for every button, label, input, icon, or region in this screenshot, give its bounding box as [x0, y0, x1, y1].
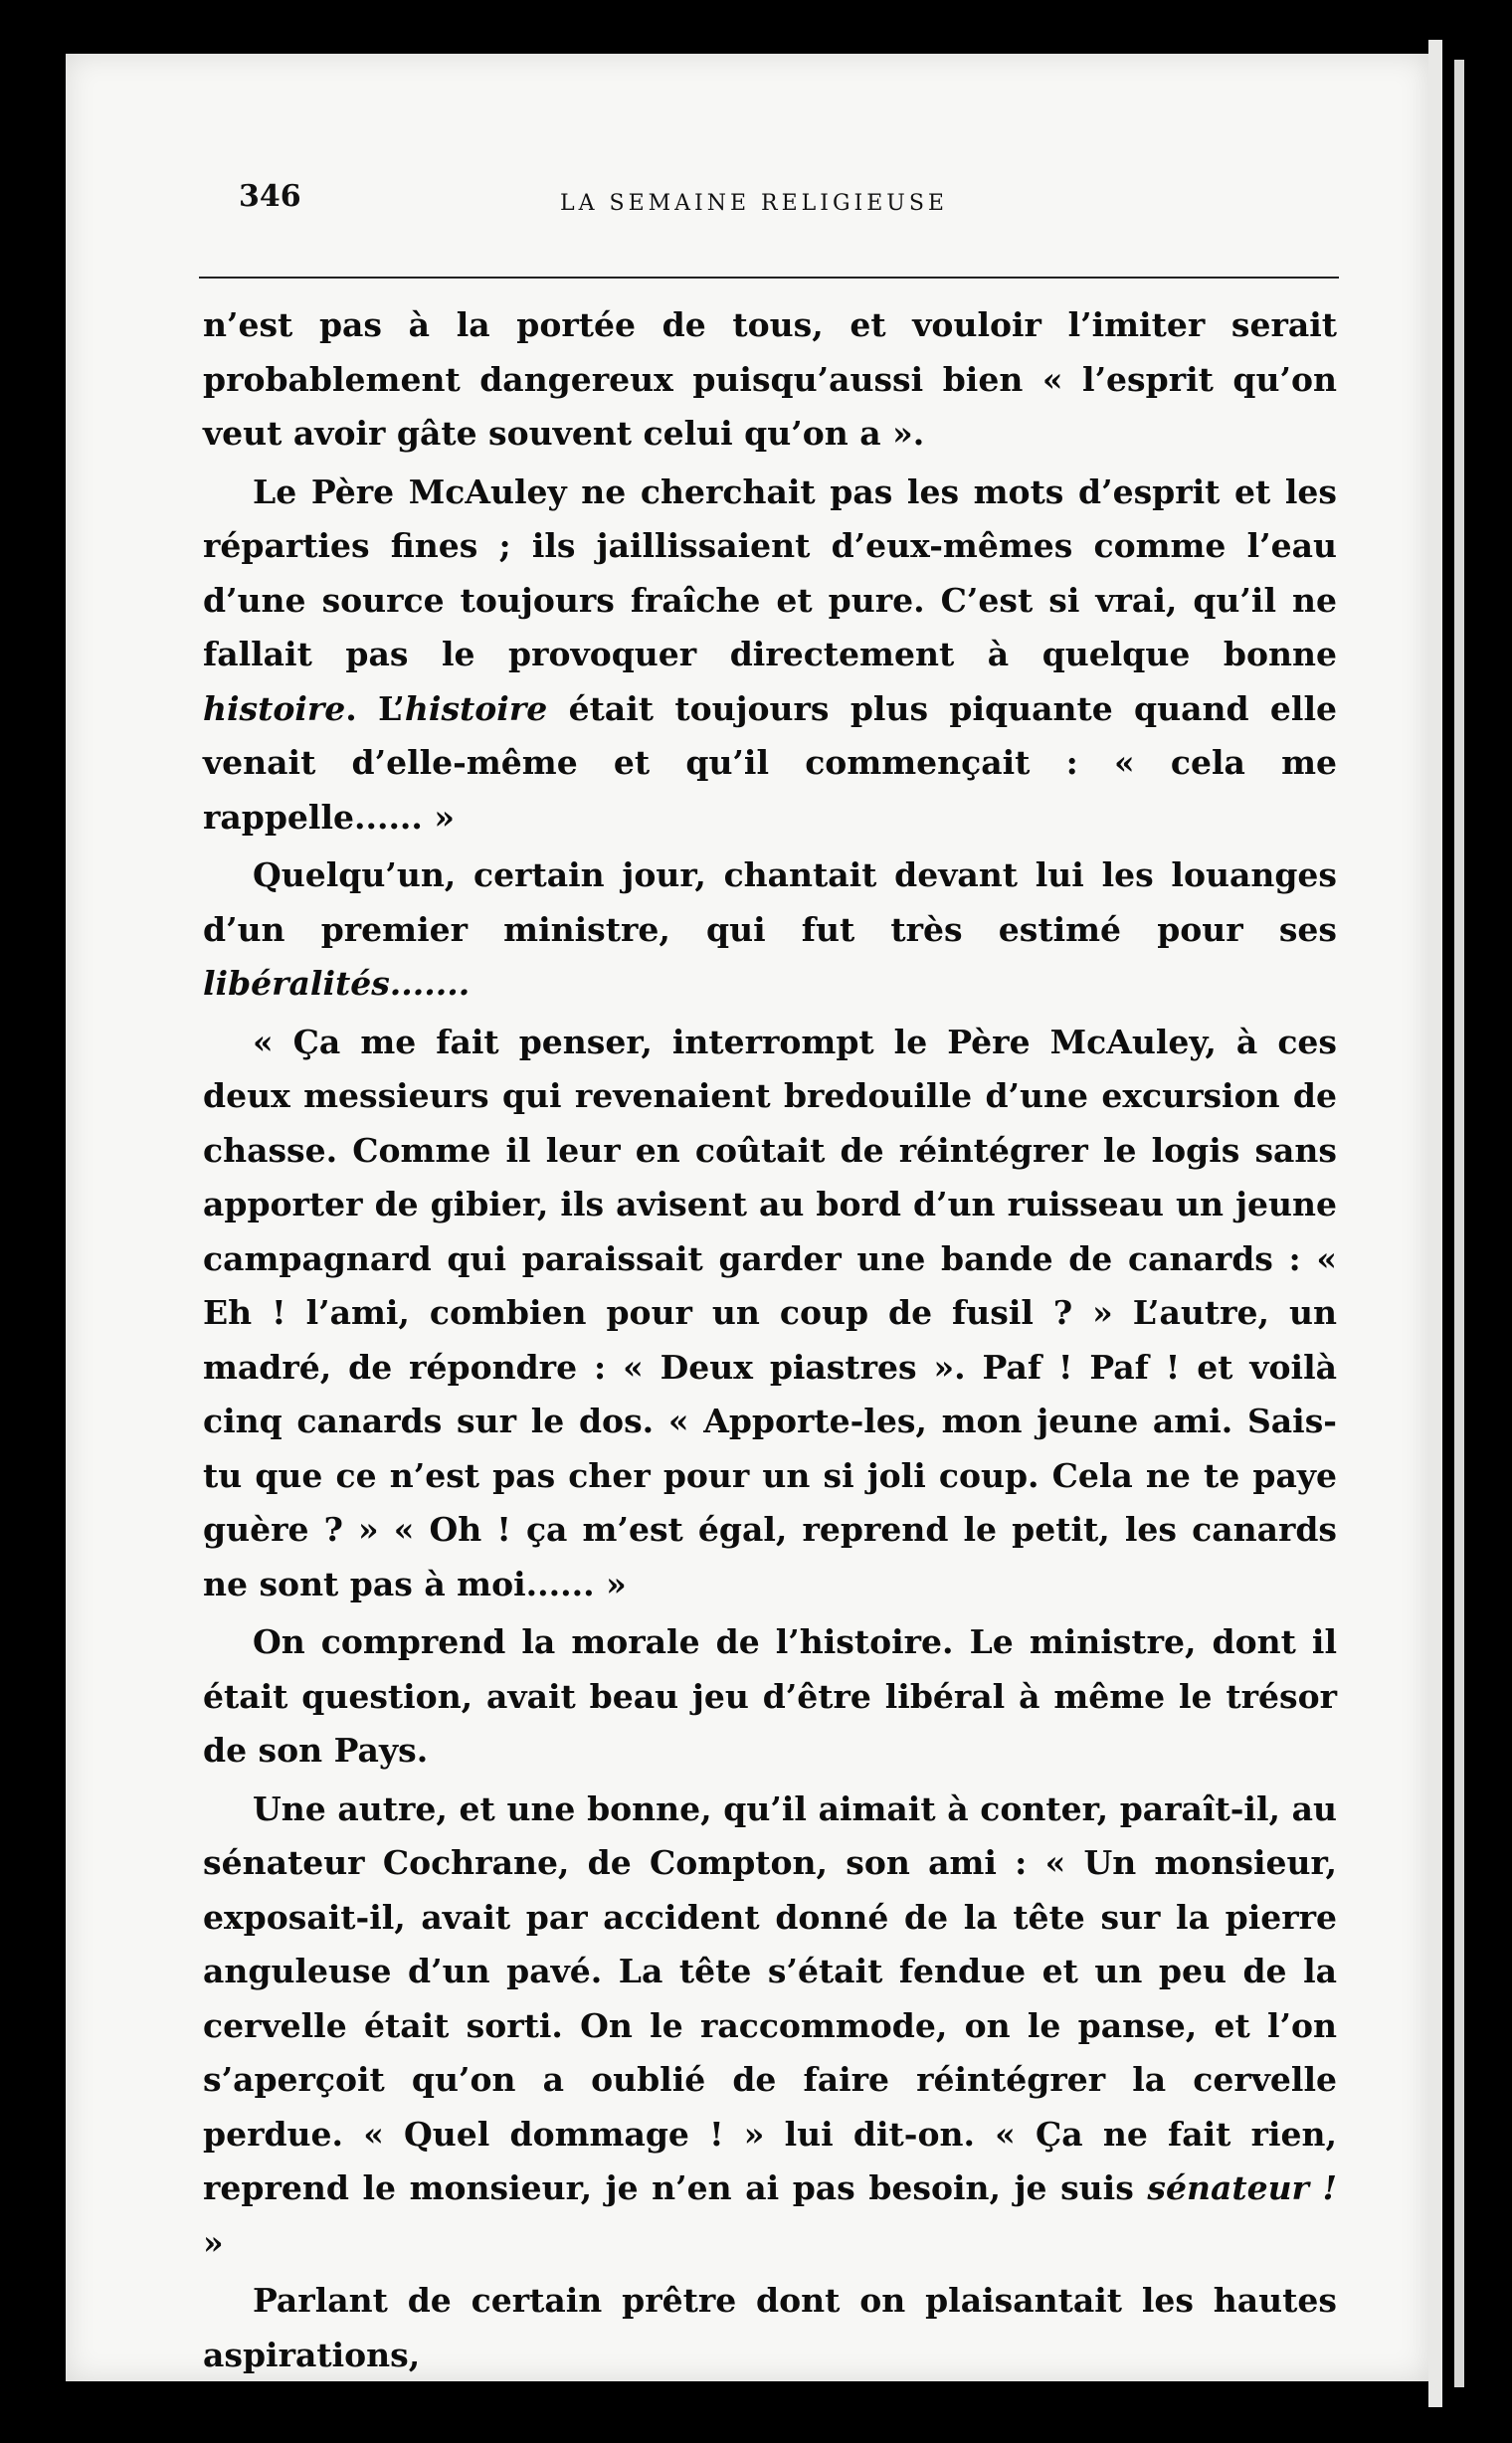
italic-run: histoire [203, 688, 346, 728]
paragraph-7: Parlant de certain prêtre dont on plaisantait les hautes aspirations, [203, 2281, 1337, 2374]
text-run: Le Père McAuley ne cherchait pas les mots d’esprit et les réparties fines ; ils jaillissaient d’eux-mêmes comme l’eau d’une source toujours fraîche et pure. C’est si vrai, qu’il ne fallait pas le provoquer directement à quelque bonne [203, 471, 1337, 673]
running-title: LA SEMAINE RELIGIEUSE [560, 191, 948, 216]
page-number: 346 [239, 179, 301, 214]
body-text [203, 298, 1337, 2382]
page-edge-shadow [1454, 60, 1464, 2387]
paragraph-6 [203, 1783, 1337, 2271]
text-run: Une autre, et une bonne, qu’il aimait à conter, paraît-il, au sénateur Cochrane, de Compton, son ami : « Un monsieur, exposait-il, avait par accident donné de la tête sur la pierre anguleuse d’un pavé. La tête s’était fendue et un peu de la cervelle était sorti. On le raccommode, on le panse, et l’on s’aperçoit qu’on a oublié de faire réintégrer la cervelle perdue. « Quel dommage ! » lui dit-on. « Ça ne fait rien, reprend le monsieur, je n’en ai pas besoin, je suis [203, 1788, 1337, 2207]
italic-run: libéralités....... [203, 964, 471, 1003]
italic-run: sénateur ! [1147, 2168, 1338, 2207]
paragraph-2 [203, 466, 1337, 846]
paragraph-3 [203, 848, 1337, 1012]
text-run: était toujours plus piquante quand elle venait d’elle-même et qu’il commençait : « cela me rappelle...... » [203, 688, 1337, 837]
paragraph-5: On comprend la morale de l’histoire. Le ministre, dont il était question, avait beau jeu d’être libéral à même le trésor de son Pays. [203, 1622, 1337, 1770]
text-run: Quelqu’un, certain jour, chantait devant lui les louanges d’un premier ministre, qui fut très estimé pour ses [203, 855, 1337, 949]
header-rule [199, 277, 1339, 279]
paragraph-1: n’est pas à la portée de tous, et vouloir l’imiter serait probablement dangereux puisqu’aussi bien « l’esprit qu’on veut avoir gâte souvent celui qu’on a ». [203, 305, 1337, 453]
text-run: » [203, 2222, 224, 2262]
italic-run: histoire [404, 688, 548, 728]
paragraph-4: « Ça me fait penser, interrompt le Père McAuley, à ces deux messieurs qui revenaient bredouille d’une excursion de chasse. Comme il leur en coûtait de réintégrer le logis sans apporter de gibier, ils avisent au bord d’un ruisseau un jeune campagnard qui paraissait garder une bande de canards : « Eh ! l’ami, combien pour un coup de fusil ? » L’autre, un madré, de répondre : « Deux piastres ». Paf ! Paf ! et voilà cinq canards sur le dos. « Apporte-les, mon jeune ami. Sais-tu que ce n’est pas cher pour un si joli coup. Cela ne te paye guère ? » « Oh ! ça m’est égal, reprend le petit, les canards ne sont pas à moi...... » [203, 1022, 1337, 1603]
page-edge [1428, 40, 1442, 2407]
page-header [169, 179, 1339, 239]
text-run: . L’ [345, 688, 405, 728]
